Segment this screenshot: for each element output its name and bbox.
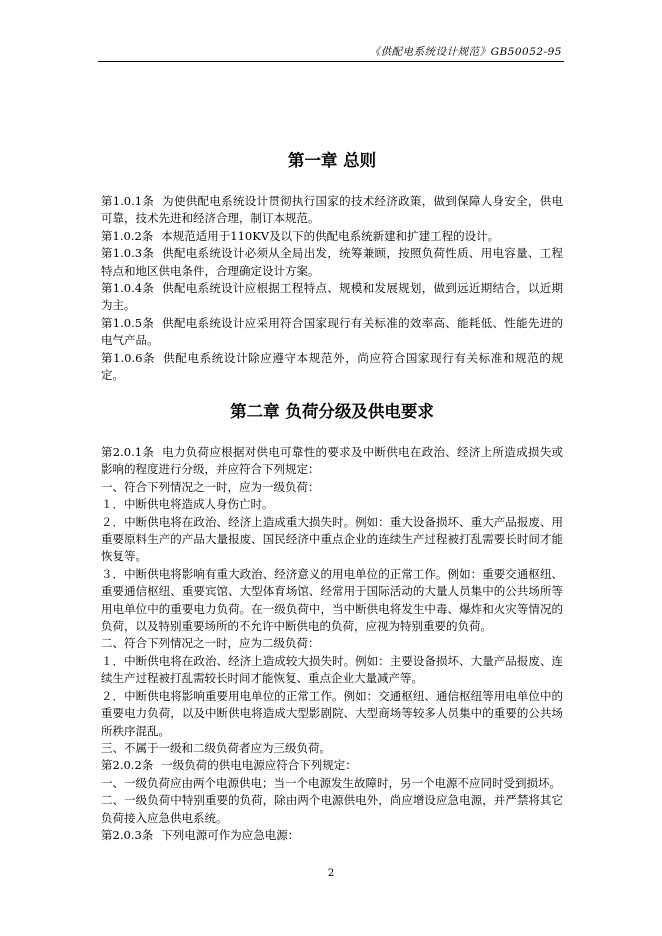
clause-2-0-1 <box>101 444 563 479</box>
clause-1-0-1 <box>101 193 563 228</box>
list-item: １．中断供电将造成人身伤亡时。 <box>101 497 274 512</box>
list-heading: 二、符合下列情况之一时，应为二级负荷： <box>101 636 320 651</box>
list-item: 二、一级负荷中特别重要的负荷，除由两个电源供电外，尚应增设应急电源，并严禁将其它负荷接入应急供电系统。 <box>101 793 563 825</box>
clause-2-0-2 <box>101 757 563 774</box>
clause-1-0-3 <box>101 245 563 280</box>
clause-number: 第2.0.2条 <box>101 758 154 773</box>
clause-text: 电力负荷应根据对供电可靠性的要求及中断供电在政治、经济上所造成损失或影响的程度进行分级，并应符合下列规定： <box>101 445 563 477</box>
clause-1-0-5 <box>101 315 563 350</box>
clause-text: 一级负荷的供电电源应符合下列规定： <box>161 758 357 773</box>
list-heading: 一、符合下列情况之一时，应为一级负荷： <box>101 479 320 494</box>
list-item: ２．中断供电将在政治、经济上造成重大损失时。例如：重大设备损坏、重大产品报废、用重要原料生产的产品大量报废、国民经济中重点企业的连续生产过程被打乱需要长时间才能恢复等。 <box>101 514 563 564</box>
clause-number: 第1.0.3条 <box>101 246 155 261</box>
clause-2-0-3 <box>101 827 563 844</box>
clause-number: 第1.0.2条 <box>101 228 154 243</box>
chapter-1-body <box>101 193 563 384</box>
clause-1-0-4 <box>101 280 563 315</box>
list-item: １．中断供电将在政治、经济上造成较大损失时。例如：主要设备损坏、大量产品报废、连续生产过程被打乱需较长时间才能恢复、重点企业大量减产等。 <box>101 653 563 686</box>
clause-text: 为使供配电系统设计贯彻执行国家的技术经济政策，做到保障人身安全，供电可靠，技术先进和经济合理，制订本规范。 <box>101 194 563 226</box>
clause-number: 第1.0.1条 <box>101 194 155 208</box>
clause-text: 供配电系统设计必须从全局出发，统筹兼顾，按照负荷性质、用电容量、工程特点和地区供电条件，合理确定设计方案。 <box>101 246 563 278</box>
clause-number: 第1.0.5条 <box>101 315 155 330</box>
clause-text: 本规范适用于110KV及以下的供配电系统新建和扩建工程的设计。 <box>161 228 500 243</box>
clause-text: 供配电系统设计应采用符合国家现行有关标准的效率高、能耗低、性能先进的电气产品。 <box>101 315 563 348</box>
clause-1-0-6 <box>101 350 563 385</box>
clause-number: 第2.0.1条 <box>101 445 155 459</box>
list-heading: 三、不属于一级和二级负荷者应为三级负荷。 <box>101 740 331 755</box>
clause-number: 第2.0.3条 <box>101 827 154 842</box>
header-rule <box>98 61 564 62</box>
clause-text: 供配电系统设计应根据工程特点、规模和发展规划，做到远近期结合，以近期为主。 <box>101 281 563 313</box>
chapter-2-title: 第二章 负荷分级及供电要求 <box>230 402 434 421</box>
list-item: 一、一级负荷应由两个电源供电；当一个电源发生故障时，另一个电源不应同时受到损坏。 <box>101 775 561 790</box>
clause-number: 第1.0.4条 <box>101 281 155 296</box>
clause-text: 下列电源可作为应急电源： <box>161 827 300 842</box>
clause-text: 供配电系统设计除应遵守本规范外，尚应符合国家现行有关标准和规范的规定。 <box>101 350 563 383</box>
list-item: ３．中断供电将影响有重大政治、经济意义的用电单位的正常工作。例如：重要交通枢纽、重要通信枢纽、重要宾馆、大型体育场馆、经常用于国际活动的大量人员集中的公共场所等用电单位中的重要电力负荷。在一级负荷中，当中断供电将发生中毒、爆炸和火灾等情况的负荷，以及特别重要场所的不允许中断供电的负荷，应视为特别重要的负荷。 <box>101 566 563 634</box>
chapter-1-title: 第一章 总则 <box>287 151 377 170</box>
chapter-2-body <box>101 444 563 844</box>
page-number: 2 <box>327 868 335 879</box>
running-header: 《供配电系统设计规范》GB50052-95 <box>369 46 562 58</box>
list-item: ２．中断供电将影响重要用电单位的正常工作。例如：交通枢纽、通信枢纽等用电单位中的重要电力负荷，以及中断供电将造成大型影剧院、大型商场等较多人员集中的重要的公共场所秩序混乱。 <box>101 688 563 738</box>
clause-number: 第1.0.6条 <box>101 350 156 365</box>
clause-1-0-2 <box>101 228 563 245</box>
